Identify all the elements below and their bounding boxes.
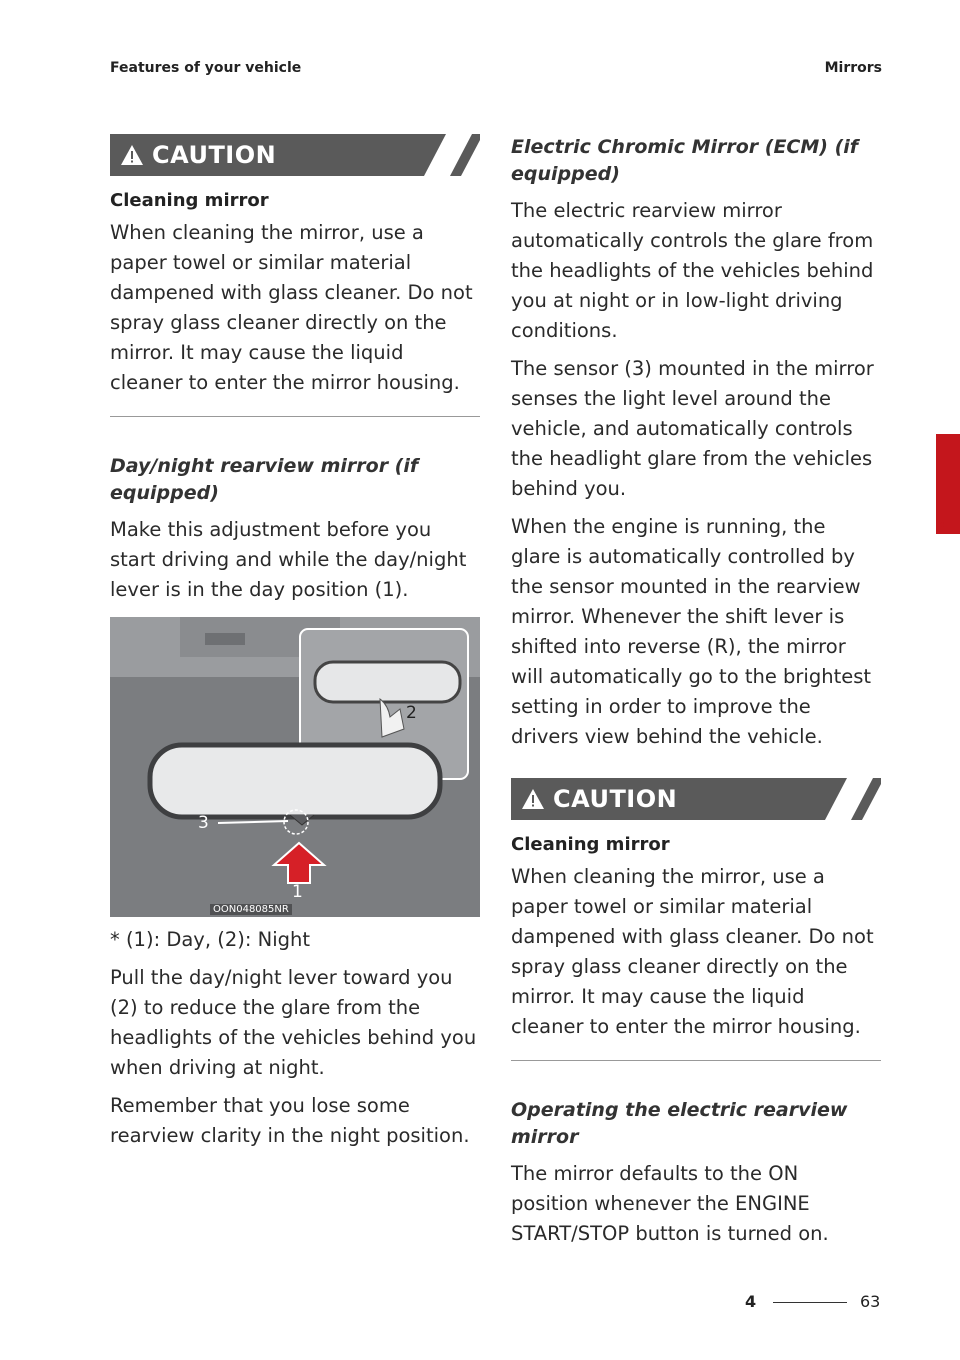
clarity-paragraph: Remember that you lose some rearview clarity in the night position. [110,1094,470,1147]
caution-text: When cleaning the mirror, use a paper towel or similar material dampened with glass cleaner. Do not spray glass cleaner directly on the mirror. It may cause the liquid cleaner to enter the mirror housing. [110,221,473,394]
night-paragraph: Pull the day/night lever toward you (2) to reduce the glare from the headlights of the vehicles behind you when driving at night. [110,966,477,1079]
ecm-paragraph-2: The sensor (3) mounted in the mirror senses the light level around the vehicle, and automatically controls the headlight glare from the vehicles behind you. [511,357,874,500]
warning-triangle-icon [521,788,545,810]
caution-label-2: CAUTION [553,785,678,813]
divider [110,416,480,417]
divider-2 [511,1060,881,1061]
rearview-mirror-illustration [110,617,480,917]
figure-caption: * (1): Day, (2): Night [110,928,311,951]
footer-chapter: 4 [745,1292,757,1311]
mirror-figure [110,617,480,917]
caution-label: CAUTION [152,141,277,169]
caution-slashes-icon [821,778,881,820]
header-section-title: Features of your vehicle [110,60,302,76]
section-title-ecm: Electric Chromic Mirror (ECM) (if equipped) [511,136,859,185]
section-title-day-night: Day/night rearview mirror (if equipped) [110,455,419,504]
footer-rule [773,1302,847,1303]
caution-banner-2 [511,778,881,820]
callout-2: 2 [406,703,417,723]
intro-paragraph: Make this adjustment before you start driving and while the day/night lever is in the day position (1). [110,518,467,601]
caution-text-2: When cleaning the mirror, use a paper towel or similar material dampened with glass cleaner. Do not spray glass cleaner directly on the mirror. It may cause the liquid cleaner to enter the mirror housing. [511,865,874,1038]
caution-banner [110,134,480,176]
chapter-tab-number: 4 [938,516,950,535]
operating-paragraph: The mirror defaults to the ON position whenever the ENGINE START/STOP button is turned on. [511,1162,829,1245]
figure-code: OON048085NR [210,904,292,915]
caution-slashes-icon [420,134,480,176]
section-title-operating: Operating the electric rearview mirror [511,1099,848,1148]
warning-triangle-icon [120,144,144,166]
caution-title-2: Cleaning mirror [511,834,670,855]
ecm-paragraph-3: When the engine is running, the glare is automatically controlled by the sensor mounted in the rearview mirror. Whenever the shift lever is shifted into reverse (R), the mirror will automatically go to the brightest setting in order to improve the drivers view behind the vehicle. [511,515,872,748]
footer-page-number: 63 [860,1292,881,1311]
header-topic: Mirrors [824,60,882,76]
caution-title: Cleaning mirror [110,190,269,211]
right-column [511,134,881,1249]
left-column [110,134,480,1151]
ecm-paragraph-1: The electric rearview mirror automatically controls the glare from the headlights of the vehicles behind you at night or in low-light driving conditions. [511,199,874,342]
callout-3: 3 [198,813,209,833]
callout-1: 1 [292,882,303,902]
